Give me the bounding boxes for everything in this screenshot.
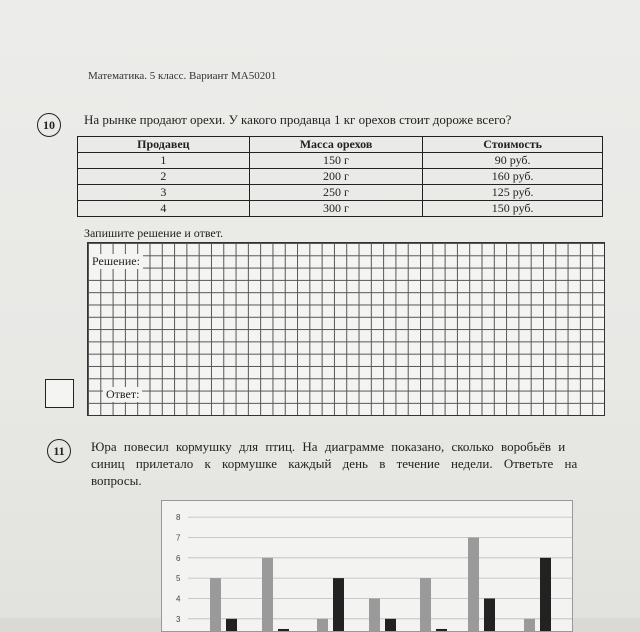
table-row bbox=[78, 169, 603, 185]
bar bbox=[262, 558, 273, 631]
question-11-number: 11 bbox=[47, 439, 71, 463]
y-tick-label: 3 bbox=[176, 614, 181, 624]
bar bbox=[226, 619, 237, 631]
table-row bbox=[78, 153, 603, 169]
question-10-text: На рынке продают орехи. У какого продавца 1 кг орехов стоит дороже всего? bbox=[84, 112, 512, 127]
cell-seller: 4 bbox=[78, 201, 250, 217]
y-tick-label: 4 bbox=[176, 594, 181, 604]
cell-cost: 160 руб. bbox=[423, 169, 603, 185]
cell-seller: 1 bbox=[78, 153, 250, 169]
score-checkbox[interactable] bbox=[45, 379, 74, 408]
y-tick-label: 7 bbox=[176, 533, 181, 543]
cell-cost: 150 руб. bbox=[423, 201, 603, 217]
cell-seller: 2 bbox=[78, 169, 250, 185]
birds-bar-chart bbox=[161, 500, 573, 632]
bar bbox=[333, 578, 344, 631]
answer-label: Ответ: bbox=[103, 387, 142, 402]
table-header-row bbox=[78, 137, 603, 153]
table-row bbox=[78, 185, 603, 201]
bar bbox=[317, 619, 328, 631]
header-cost: Стоимость bbox=[423, 137, 603, 153]
bar bbox=[210, 578, 221, 631]
cell-mass: 250 г bbox=[249, 185, 423, 201]
question-10-number: 10 bbox=[37, 113, 61, 137]
header-mass: Масса орехов bbox=[249, 137, 423, 153]
question-11-line-3: вопросы. bbox=[91, 473, 142, 488]
cell-mass: 150 г bbox=[249, 153, 423, 169]
cell-mass: 300 г bbox=[249, 201, 423, 217]
solution-label: Решение: bbox=[89, 254, 143, 269]
bar bbox=[278, 629, 289, 631]
chart-bars bbox=[210, 537, 551, 631]
solution-grid[interactable] bbox=[87, 242, 605, 416]
question-11-line-2: синиц прилетало к кормушке каждый день в течение недели. Ответьте на bbox=[91, 456, 578, 471]
y-tick-label: 5 bbox=[176, 574, 181, 584]
y-tick-label: 6 bbox=[176, 553, 181, 563]
instruction-text: Запишите решение и ответ. bbox=[84, 226, 224, 240]
page-header: Математика. 5 класс. Вариант МА50201 bbox=[88, 70, 277, 82]
bar bbox=[436, 629, 447, 631]
header-seller: Продавец bbox=[78, 137, 250, 153]
bar bbox=[484, 598, 495, 631]
bar bbox=[468, 537, 479, 631]
bar bbox=[540, 558, 551, 631]
table-row bbox=[78, 201, 603, 217]
y-axis-ticks bbox=[176, 513, 181, 624]
sellers-table bbox=[77, 136, 603, 217]
bar bbox=[385, 619, 396, 631]
y-tick-label: 8 bbox=[176, 513, 181, 523]
bar bbox=[369, 598, 380, 631]
bar bbox=[420, 578, 431, 631]
cell-cost: 125 руб. bbox=[423, 185, 603, 201]
question-11-line-1: Юра повесил кормушку для птиц. На диаграмме показано, сколько воробьёв и bbox=[91, 439, 566, 454]
cell-cost: 90 руб. bbox=[423, 153, 603, 169]
bar bbox=[524, 619, 535, 631]
cell-mass: 200 г bbox=[249, 169, 423, 185]
cell-seller: 3 bbox=[78, 185, 250, 201]
